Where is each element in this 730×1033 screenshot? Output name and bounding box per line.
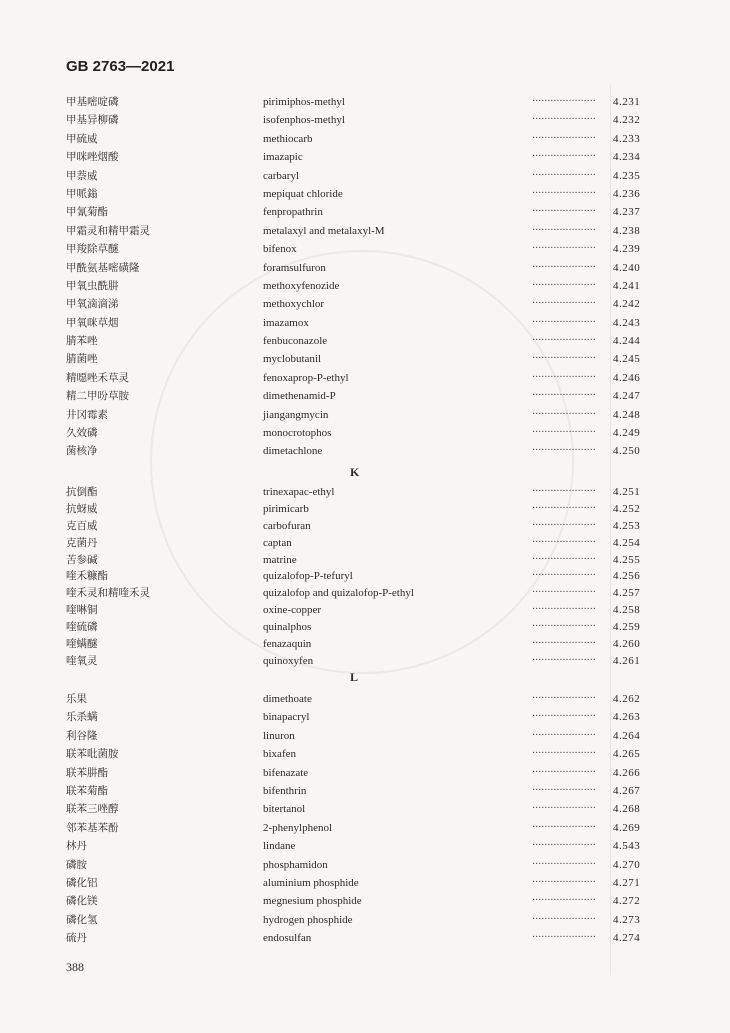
leader-dots: ····················· xyxy=(532,784,596,796)
chinese-name: 喹氧灵 xyxy=(66,654,98,667)
english-name: bitertanol xyxy=(263,803,306,816)
index-entry xyxy=(0,929,730,947)
index-entry xyxy=(0,727,730,745)
leader-dots: ····················· xyxy=(532,803,596,815)
index-entry xyxy=(0,424,730,442)
clause-reference: 4.232 xyxy=(613,114,641,127)
index-entry xyxy=(0,535,730,552)
english-name: endosulfan xyxy=(263,932,312,945)
chinese-name: 久效磷 xyxy=(66,427,98,440)
english-name: fenoxaprop-P-ethyl xyxy=(263,371,349,384)
english-name: lindane xyxy=(263,840,296,853)
english-name: aluminium phosphide xyxy=(263,876,359,889)
index-entry xyxy=(0,800,730,818)
leader-dots: ····················· xyxy=(532,570,596,582)
chinese-name: 苦参碱 xyxy=(66,553,98,566)
english-name: bixafen xyxy=(263,748,296,761)
leader-dots: ····················· xyxy=(532,729,596,741)
leader-dots: ····················· xyxy=(532,151,596,163)
english-name: bifenox xyxy=(263,243,297,256)
clause-reference: 4.243 xyxy=(613,316,641,329)
clause-reference: 4.234 xyxy=(613,151,641,164)
english-name: imazamox xyxy=(263,316,309,329)
leader-dots: ····················· xyxy=(532,748,596,760)
index-entry xyxy=(0,636,730,653)
index-entry xyxy=(0,764,730,782)
clause-reference: 4.258 xyxy=(613,604,641,617)
clause-reference: 4.271 xyxy=(613,876,641,889)
chinese-name: 林丹 xyxy=(66,840,87,853)
chinese-name: 喹禾灵和精喹禾灵 xyxy=(66,587,150,600)
index-entry xyxy=(0,203,730,221)
english-name: foramsulfuron xyxy=(263,261,326,274)
chinese-name: 联苯三唑醇 xyxy=(66,803,119,816)
clause-reference: 4.237 xyxy=(613,206,641,219)
chinese-name: 乐杀螨 xyxy=(66,711,98,724)
chinese-name: 磷胺 xyxy=(66,858,87,871)
index-entry xyxy=(0,837,730,855)
index-entry xyxy=(0,874,730,892)
leader-dots: ····················· xyxy=(532,335,596,347)
chinese-name: 磷化铝 xyxy=(66,876,98,889)
clause-reference: 4.256 xyxy=(613,570,641,583)
index-entry xyxy=(0,259,730,277)
clause-reference: 4.265 xyxy=(613,748,641,761)
leader-dots: ····················· xyxy=(532,390,596,402)
english-name: fenazaquin xyxy=(263,638,312,651)
clause-reference: 4.263 xyxy=(613,711,641,724)
leader-dots: ····················· xyxy=(532,96,596,107)
index-entry xyxy=(0,745,730,763)
english-name: mepiquat chloride xyxy=(263,187,343,200)
chinese-name: 精噁唑禾草灵 xyxy=(66,371,129,384)
clause-reference: 4.241 xyxy=(613,279,641,292)
chinese-name: 甲酰氨基嘧磺隆 xyxy=(66,261,140,274)
chinese-name: 腈苯唑 xyxy=(66,335,98,348)
english-name: metalaxyl and metalaxyl-M xyxy=(263,224,385,237)
chinese-name: 邻苯基苯酚 xyxy=(66,821,119,834)
index-entry xyxy=(0,167,730,185)
leader-dots: ····················· xyxy=(532,353,596,365)
index-entry xyxy=(0,585,730,602)
clause-reference: 4.240 xyxy=(613,261,641,274)
english-name: dimethoate xyxy=(263,693,312,705)
leader-dots: ····················· xyxy=(532,169,596,181)
index-entry xyxy=(0,240,730,258)
index-entry xyxy=(0,568,730,585)
index-entry xyxy=(0,856,730,874)
leader-dots: ····················· xyxy=(532,279,596,291)
clause-reference: 4.233 xyxy=(613,132,641,145)
chinese-name: 联苯肼酯 xyxy=(66,766,108,779)
leader-dots: ····················· xyxy=(532,536,596,548)
clause-reference: 4.267 xyxy=(613,784,641,797)
english-name: binapacryl xyxy=(263,711,310,724)
english-name: jiangangmycin xyxy=(263,408,329,421)
chinese-name: 井冈霉素 xyxy=(66,408,108,421)
leader-dots: ····················· xyxy=(532,132,596,144)
leader-dots: ····················· xyxy=(532,316,596,328)
clause-reference: 4.253 xyxy=(613,519,641,532)
clause-reference: 4.273 xyxy=(613,913,641,926)
index-entry xyxy=(0,93,730,111)
index-entry xyxy=(0,518,730,535)
chinese-name: 甲萘威 xyxy=(66,169,98,182)
chinese-name: 克百威 xyxy=(66,519,98,532)
leader-dots: ····················· xyxy=(532,711,596,723)
english-name: isofenphos-methyl xyxy=(263,114,345,127)
english-name: matrine xyxy=(263,553,297,566)
english-name: oxine-copper xyxy=(263,604,322,617)
clause-reference: 4.249 xyxy=(613,427,641,440)
clause-reference: 4.231 xyxy=(613,96,641,108)
english-name: quinoxyfen xyxy=(263,654,314,667)
chinese-name: 利谷隆 xyxy=(66,729,98,742)
leader-dots: ····················· xyxy=(532,840,596,852)
chinese-name: 抗倒酯 xyxy=(66,486,98,498)
clause-reference: 4.242 xyxy=(613,298,641,311)
leader-dots: ····················· xyxy=(532,638,596,650)
leader-dots: ····················· xyxy=(532,114,596,126)
leader-dots: ····················· xyxy=(532,858,596,870)
clause-reference: 4.268 xyxy=(613,803,641,816)
english-name: monocrotophos xyxy=(263,427,332,440)
index-entry xyxy=(0,892,730,910)
english-name: trinexapac-ethyl xyxy=(263,486,335,498)
leader-dots: ····················· xyxy=(532,621,596,633)
english-name: myclobutanil xyxy=(263,353,322,366)
index-entry xyxy=(0,406,730,424)
leader-dots: ····················· xyxy=(532,206,596,218)
chinese-name: 硫丹 xyxy=(66,932,87,945)
clause-reference: 4.260 xyxy=(613,638,641,651)
page-number: 388 xyxy=(66,960,84,974)
english-name: carbaryl xyxy=(263,169,300,182)
index-entry xyxy=(0,484,730,501)
index-entry xyxy=(0,314,730,332)
index-entry xyxy=(0,911,730,929)
index-entry xyxy=(0,501,730,518)
clause-reference: 4.257 xyxy=(613,587,641,600)
clause-reference: 4.255 xyxy=(613,553,641,566)
index-entry xyxy=(0,442,730,460)
leader-dots: ····················· xyxy=(532,261,596,273)
chinese-name: 甲哌鎓 xyxy=(66,187,98,200)
clause-reference: 4.245 xyxy=(613,353,641,366)
index-entry xyxy=(0,708,730,726)
section-letter-k: K xyxy=(350,465,360,479)
clause-reference: 4.272 xyxy=(613,895,641,908)
index-entry xyxy=(0,619,730,636)
leader-dots: ····················· xyxy=(532,932,596,944)
english-name: dimetachlone xyxy=(263,445,323,458)
index-section-k xyxy=(0,484,730,670)
chinese-name: 联苯菊酯 xyxy=(66,784,108,797)
clause-reference: 4.266 xyxy=(613,766,641,779)
index-entry xyxy=(0,369,730,387)
english-name: methoxyfenozide xyxy=(263,279,340,292)
index-entry xyxy=(0,185,730,203)
clause-reference: 4.248 xyxy=(613,408,641,421)
index-entry xyxy=(0,295,730,313)
chinese-name: 喹啉铜 xyxy=(66,604,98,617)
english-name: quizalofop and quizalofop-P-ethyl xyxy=(263,587,414,600)
chinese-name: 乐果 xyxy=(66,693,87,705)
english-name: quinalphos xyxy=(263,621,312,634)
index-entry xyxy=(0,148,730,166)
english-name: phosphamidon xyxy=(263,858,328,871)
clause-reference: 4.259 xyxy=(613,621,641,634)
leader-dots: ····················· xyxy=(532,895,596,907)
english-name: bifenazate xyxy=(263,766,309,779)
clause-reference: 4.236 xyxy=(613,187,641,200)
index-entry xyxy=(0,552,730,569)
index-entry xyxy=(0,653,730,670)
leader-dots: ····················· xyxy=(532,187,596,199)
index-section-l xyxy=(0,690,730,947)
leader-dots: ····················· xyxy=(532,654,596,666)
clause-reference: 4.262 xyxy=(613,693,641,705)
english-name: methiocarb xyxy=(263,132,313,145)
clause-reference: 4.247 xyxy=(613,390,641,403)
leader-dots: ····················· xyxy=(532,519,596,531)
english-name: fenbuconazole xyxy=(263,335,328,348)
chinese-name: 喹硫磷 xyxy=(66,621,98,634)
leader-dots: ····················· xyxy=(532,766,596,778)
index-entry xyxy=(0,819,730,837)
index-entry xyxy=(0,782,730,800)
chinese-name: 联苯吡菌胺 xyxy=(66,748,119,761)
leader-dots: ····················· xyxy=(532,587,596,599)
leader-dots: ····················· xyxy=(532,298,596,310)
leader-dots: ····················· xyxy=(532,604,596,616)
chinese-name: 甲氰菊酯 xyxy=(66,206,108,219)
leader-dots: ····················· xyxy=(532,445,596,457)
index-entry xyxy=(0,277,730,295)
leader-dots: ····················· xyxy=(532,224,596,236)
clause-reference: 4.251 xyxy=(613,486,641,498)
clause-reference: 4.252 xyxy=(613,502,641,515)
chinese-name: 甲氧咪草烟 xyxy=(66,316,119,329)
leader-dots: ····················· xyxy=(532,427,596,439)
chinese-name: 克菌丹 xyxy=(66,536,98,549)
english-name: pirimicarb xyxy=(263,502,309,515)
index-entry xyxy=(0,332,730,350)
leader-dots: ····················· xyxy=(532,913,596,925)
index-entry xyxy=(0,130,730,148)
leader-dots: ····················· xyxy=(532,408,596,420)
clause-reference: 4.543 xyxy=(613,840,641,853)
clause-reference: 4.246 xyxy=(613,371,641,384)
clause-reference: 4.270 xyxy=(613,858,641,871)
leader-dots: ····················· xyxy=(532,243,596,255)
english-name: hydrogen phosphide xyxy=(263,913,353,926)
english-name: dimethenamid-P xyxy=(263,390,336,403)
chinese-name: 磷化氢 xyxy=(66,913,98,926)
clause-reference: 4.238 xyxy=(613,224,641,237)
index-section xyxy=(0,93,730,461)
chinese-name: 甲基异柳磷 xyxy=(66,114,119,127)
clause-reference: 4.250 xyxy=(613,445,641,458)
clause-reference: 4.244 xyxy=(613,335,641,348)
index-entry xyxy=(0,350,730,368)
clause-reference: 4.261 xyxy=(613,654,641,667)
english-name: pirimiphos-methyl xyxy=(263,96,345,108)
index-entry xyxy=(0,387,730,405)
index-entry xyxy=(0,222,730,240)
index-entry xyxy=(0,111,730,129)
standard-number-header: GB 2763—2021 xyxy=(66,58,175,75)
chinese-name: 喹禾糠酯 xyxy=(66,570,108,583)
english-name: 2-phenylphenol xyxy=(263,821,333,834)
english-name: linuron xyxy=(263,729,295,742)
leader-dots: ····················· xyxy=(532,486,596,497)
chinese-name: 甲氧滴滴涕 xyxy=(66,298,119,311)
english-name: megnesium phosphide xyxy=(263,895,362,908)
clause-reference: 4.235 xyxy=(613,169,641,182)
index-entry xyxy=(0,690,730,708)
chinese-name: 磷化镁 xyxy=(66,895,98,908)
english-name: carbofuran xyxy=(263,519,311,532)
leader-dots: ····················· xyxy=(532,502,596,514)
clause-reference: 4.239 xyxy=(613,243,641,256)
chinese-name: 甲霜灵和精甲霜灵 xyxy=(66,224,150,237)
english-name: fenpropathrin xyxy=(263,206,323,219)
english-name: bifenthrin xyxy=(263,784,307,797)
leader-dots: ····················· xyxy=(532,821,596,833)
english-name: imazapic xyxy=(263,151,303,164)
index-entry xyxy=(0,602,730,619)
chinese-name: 喹螨醚 xyxy=(66,638,98,651)
section-letter-l: L xyxy=(350,670,359,684)
chinese-name: 腈菌唑 xyxy=(66,353,98,366)
english-name: methoxychlor xyxy=(263,298,325,311)
leader-dots: ····················· xyxy=(532,693,596,704)
chinese-name: 抗蚜威 xyxy=(66,502,98,515)
leader-dots: ····················· xyxy=(532,876,596,888)
english-name: captan xyxy=(263,536,292,549)
chinese-name: 精二甲吩草胺 xyxy=(66,390,129,403)
chinese-name: 甲咪唑烟酸 xyxy=(66,151,119,164)
clause-reference: 4.274 xyxy=(613,932,641,945)
clause-reference: 4.269 xyxy=(613,821,641,834)
leader-dots: ····················· xyxy=(532,371,596,383)
chinese-name: 菌核净 xyxy=(66,445,98,458)
chinese-name: 甲氧虫酰肼 xyxy=(66,279,119,292)
chinese-name: 甲硫威 xyxy=(66,132,98,145)
leader-dots: ····················· xyxy=(532,553,596,565)
chinese-name: 甲基嘧啶磷 xyxy=(66,96,119,108)
clause-reference: 4.264 xyxy=(613,729,641,742)
english-name: quizalofop-P-tefuryl xyxy=(263,570,353,583)
clause-reference: 4.254 xyxy=(613,536,641,549)
chinese-name: 甲羧除草醚 xyxy=(66,243,119,256)
